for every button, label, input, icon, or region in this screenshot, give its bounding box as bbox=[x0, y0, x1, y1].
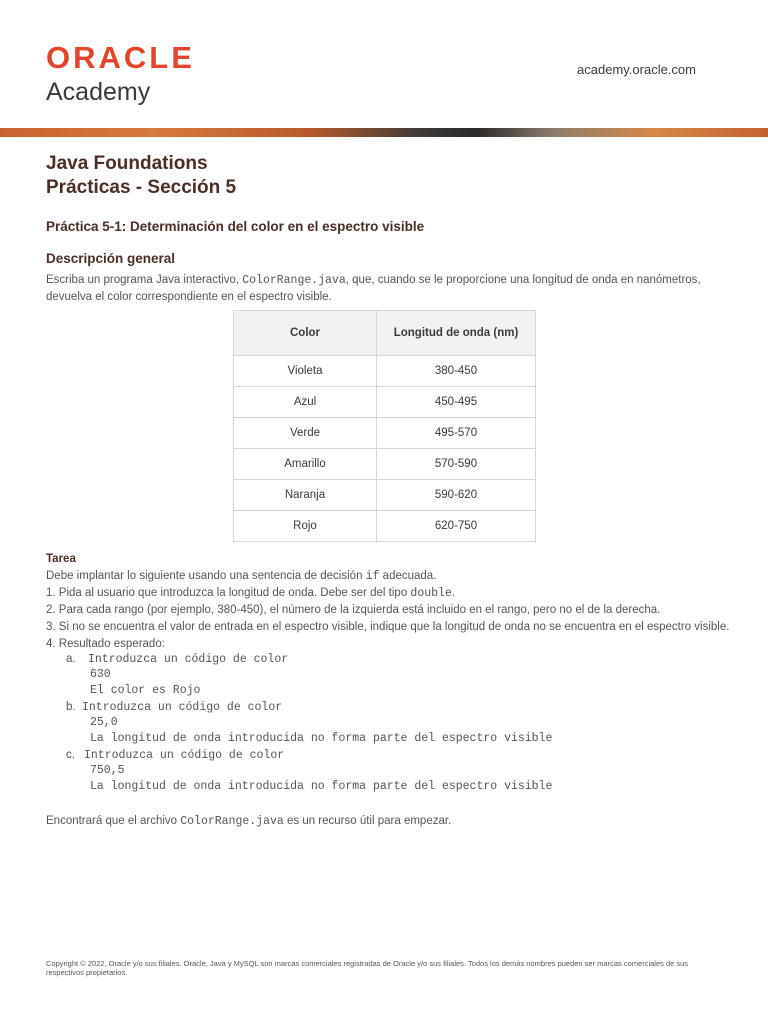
table-row bbox=[234, 418, 536, 449]
example-c-input: 750,5 bbox=[90, 764, 125, 777]
table-cell-range: 570-590 bbox=[377, 449, 536, 480]
table-cell-range: 450-495 bbox=[377, 387, 536, 418]
table-cell-range: 620-750 bbox=[377, 511, 536, 542]
table-header-wavelength: Longitud de onda (nm) bbox=[377, 311, 536, 356]
overview-text-2: , que, cuando se le proporcione una longitud de onda en nanómetros, devuelva el color correspondiente en el espectro visible. bbox=[46, 274, 701, 303]
example-prompt: Introduzca un código de color bbox=[88, 653, 289, 666]
academy-logo-text: Academy bbox=[46, 78, 151, 106]
title-line-1: Java Foundations bbox=[46, 153, 208, 174]
table-row bbox=[234, 387, 536, 418]
example-prompt: Introduzca un código de color bbox=[82, 701, 283, 714]
overview-text-1: Escriba un programa Java interactivo, bbox=[46, 274, 243, 286]
example-a-input: 630 bbox=[90, 668, 111, 681]
table-header-color: Color bbox=[234, 311, 377, 356]
task-list bbox=[46, 568, 746, 653]
example-prompt: Introduzca un código de color bbox=[84, 749, 285, 762]
table-cell-range: 590-620 bbox=[377, 480, 536, 511]
example-b-prompt bbox=[66, 699, 552, 715]
table-cell-color: Violeta bbox=[234, 356, 377, 387]
document-title bbox=[46, 152, 236, 200]
task-step-2: 2. Para cada rango (por ejemplo, 380-450), el número de la izquierda está incluido en el rango, pero no el de la derecha. bbox=[46, 604, 661, 616]
table-row bbox=[234, 511, 536, 542]
spectrum-table bbox=[233, 310, 536, 542]
task-intro-text-1: Debe implantar lo siguiente usando una sentencia de decisión bbox=[46, 570, 366, 582]
closing-text-2: es un recurso útil para empezar. bbox=[283, 815, 452, 827]
closing-text-1: Encontrará que el archivo bbox=[46, 815, 181, 827]
overview-heading: Descripción general bbox=[46, 251, 176, 266]
example-c-prompt bbox=[66, 747, 552, 763]
expected-output-examples bbox=[66, 651, 552, 795]
task-step-1-code: double bbox=[410, 587, 452, 600]
task-intro-text-2: adecuada. bbox=[379, 570, 437, 582]
title-line-2: Prácticas - Sección 5 bbox=[46, 177, 237, 198]
table-cell-range: 495-570 bbox=[377, 418, 536, 449]
task-step-1-text-2: . bbox=[451, 587, 456, 599]
task-heading: Tarea bbox=[46, 553, 76, 565]
practice-heading: Práctica 5-1: Determinación del color en el espectro visible bbox=[46, 219, 425, 234]
example-c-output: La longitud de onda introducida no forma parte del espectro visible bbox=[90, 780, 553, 793]
task-intro-code: if bbox=[365, 570, 380, 583]
table-cell-color: Amarillo bbox=[234, 449, 377, 480]
example-letter: a. bbox=[66, 653, 76, 665]
table-row bbox=[234, 449, 536, 480]
closing-paragraph bbox=[46, 813, 726, 830]
example-a-prompt bbox=[66, 651, 552, 667]
oracle-logo: ORACLE bbox=[46, 40, 195, 75]
table-cell-range: 380-450 bbox=[377, 356, 536, 387]
table-header-row bbox=[234, 311, 536, 356]
table-row bbox=[234, 356, 536, 387]
task-step-4: 4. Resultado esperado: bbox=[46, 638, 165, 650]
overview-paragraph bbox=[46, 272, 726, 306]
closing-code: ColorRange.java bbox=[180, 815, 284, 828]
example-b-output: La longitud de onda introducida no forma parte del espectro visible bbox=[90, 732, 553, 745]
example-a-output: El color es Rojo bbox=[90, 684, 201, 697]
overview-code: ColorRange.java bbox=[242, 274, 346, 287]
table-row bbox=[234, 480, 536, 511]
copyright-footer: Copyright © 2022, Oracle y/o sus filiales. Oracle, Java y MySQL son marcas comerciales registradas de Oracle y/o sus filiales. Todos los demás nombres pueden ser marcas comerciales de sus respectivos propietarios. bbox=[46, 959, 689, 977]
table-cell-color: Verde bbox=[234, 418, 377, 449]
task-step-1 bbox=[46, 585, 746, 602]
task-step-3: 3. Si no se encuentra el valor de entrada en el espectro visible, indique que la longitud de onda no se encuentra en el espectro visible. bbox=[46, 621, 730, 633]
example-letter: b. bbox=[66, 701, 76, 713]
table-cell-color: Azul bbox=[234, 387, 377, 418]
example-letter: c. bbox=[66, 749, 75, 761]
header-banner-image bbox=[0, 128, 768, 137]
example-b-input: 25,0 bbox=[90, 716, 118, 729]
table-cell-color: Naranja bbox=[234, 480, 377, 511]
task-step-1-text-1: 1. Pida al usuario que introduzca la longitud de onda. Debe ser del tipo bbox=[46, 587, 411, 599]
site-url[interactable]: academy.oracle.com bbox=[577, 62, 696, 77]
task-intro bbox=[46, 568, 746, 585]
table-cell-color: Rojo bbox=[234, 511, 377, 542]
